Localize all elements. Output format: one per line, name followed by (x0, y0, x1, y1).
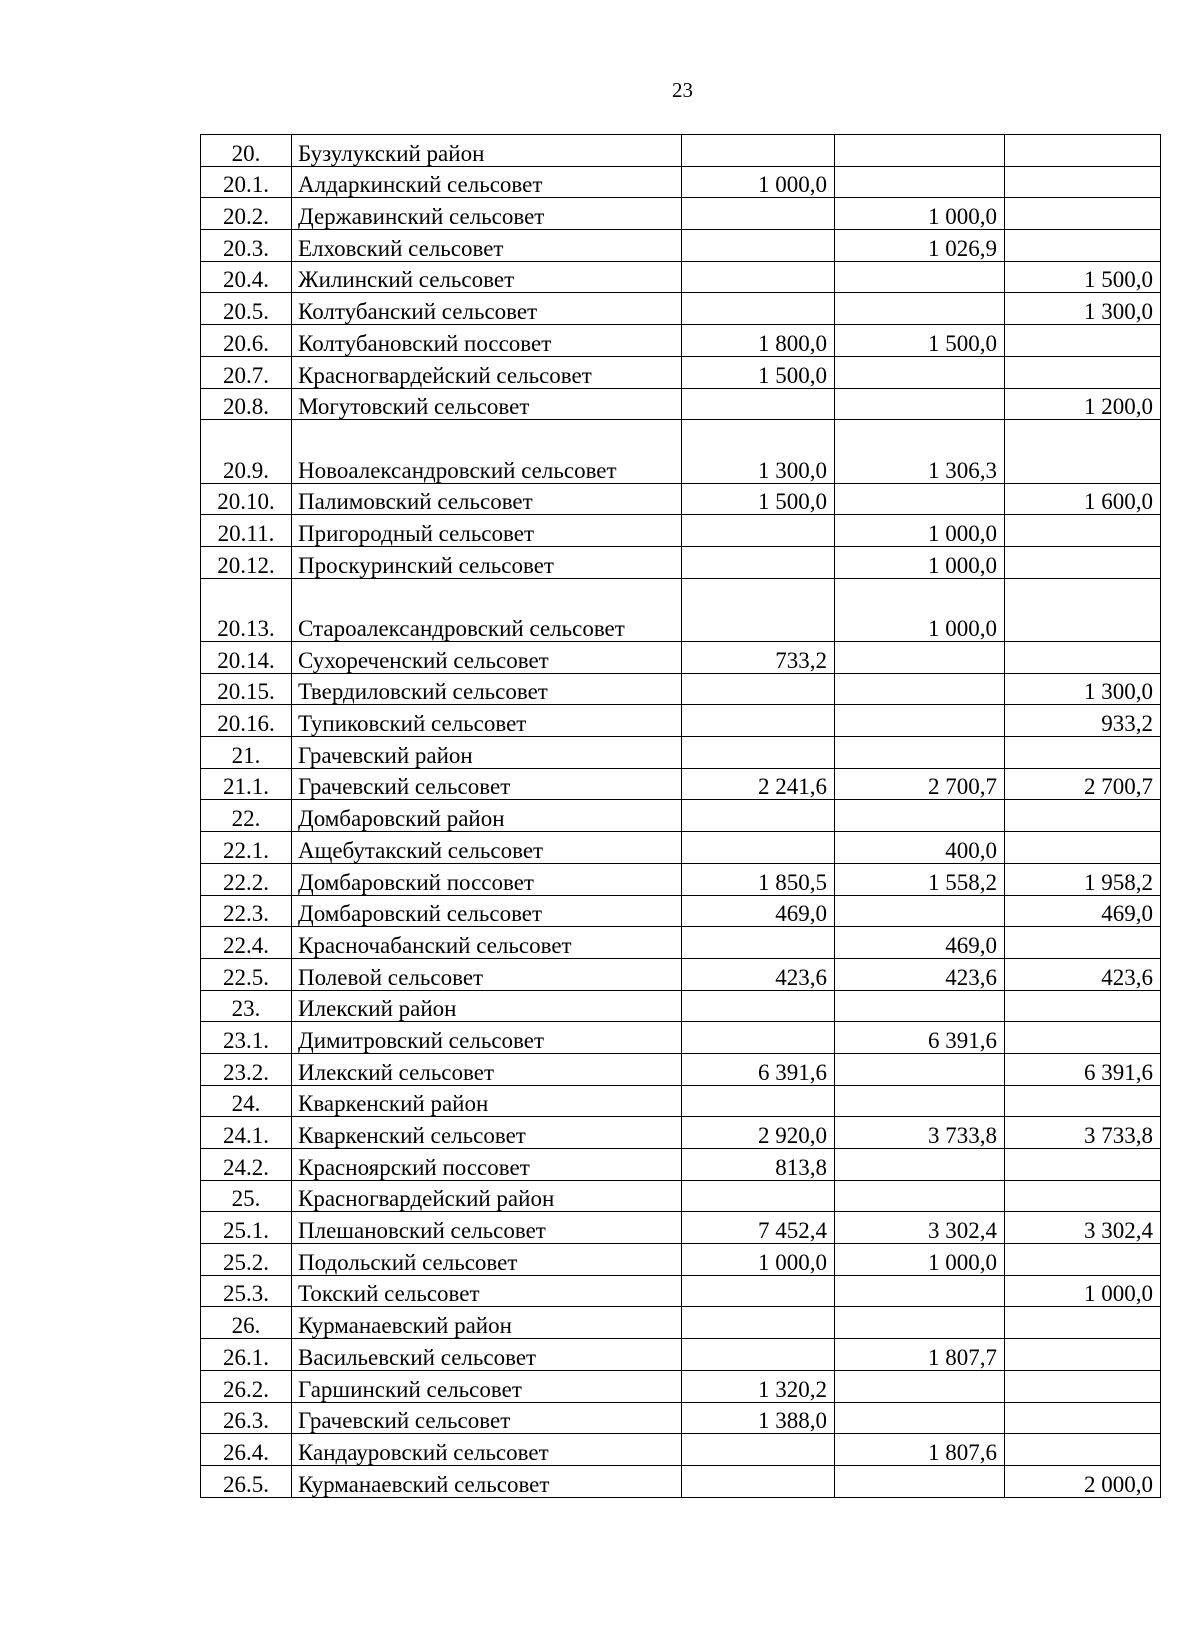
row-number-cell: 26.4. (201, 1434, 292, 1466)
amount-col1-cell (682, 705, 835, 737)
amount-col2-cell: 1 000,0 (835, 546, 1005, 578)
row-number-cell: 20.15. (201, 673, 292, 705)
amount-col3-cell: 1 300,0 (1005, 673, 1161, 705)
amount-col2-cell (835, 1180, 1005, 1212)
row-number-cell: 20.7. (201, 356, 292, 388)
amount-col3-cell (1005, 832, 1161, 864)
row-number-cell: 24.2. (201, 1149, 292, 1181)
municipality-name-cell: Полевой сельсовет (292, 958, 682, 990)
table-row (201, 1212, 1161, 1244)
row-number-cell: 21.1. (201, 768, 292, 800)
amount-col3-cell (1005, 800, 1161, 832)
row-number-cell: 20.10. (201, 483, 292, 515)
amount-col2-cell: 469,0 (835, 927, 1005, 959)
municipality-name-cell: Красногвардейский район (292, 1180, 682, 1212)
municipality-name-cell: Красногвардейский сельсовет (292, 356, 682, 388)
municipality-name-cell: Староалександровский сельсовет (292, 578, 682, 641)
row-number-cell: 26. (201, 1307, 292, 1339)
row-number-cell: 23.1. (201, 1022, 292, 1054)
amount-col3-cell (1005, 356, 1161, 388)
amount-col1-cell (682, 1275, 835, 1307)
amount-col3-cell (1005, 1307, 1161, 1339)
municipality-name-cell: Твердиловский сельсовет (292, 673, 682, 705)
table-row (201, 483, 1161, 515)
municipality-name-cell: Токский сельсовет (292, 1275, 682, 1307)
amount-col3-cell: 2 000,0 (1005, 1465, 1161, 1497)
table-row (201, 578, 1161, 641)
municipality-name-cell: Кваркенский сельсовет (292, 1117, 682, 1149)
municipality-name-cell: Пригородный сельсовет (292, 515, 682, 547)
amount-col3-cell (1005, 546, 1161, 578)
amount-col2-cell: 1 000,0 (835, 198, 1005, 230)
amount-col1-cell: 733,2 (682, 642, 835, 674)
table-row (201, 1339, 1161, 1371)
amount-col1-cell (682, 1339, 835, 1371)
amount-col3-cell (1005, 642, 1161, 674)
municipality-name-cell: Жилинский сельсовет (292, 261, 682, 293)
municipality-name-cell: Грачевский район (292, 737, 682, 769)
municipality-name-cell: Гаршинский сельсовет (292, 1370, 682, 1402)
amount-col2-cell (835, 1370, 1005, 1402)
table-row (201, 356, 1161, 388)
amount-col1-cell: 7 452,4 (682, 1212, 835, 1244)
table-row (201, 1244, 1161, 1276)
amount-col2-cell: 423,6 (835, 958, 1005, 990)
row-number-cell: 26.2. (201, 1370, 292, 1402)
amount-col1-cell (682, 135, 835, 167)
amount-col1-cell: 2 241,6 (682, 768, 835, 800)
amount-col2-cell (835, 1402, 1005, 1434)
amount-col1-cell (682, 737, 835, 769)
municipality-name-cell: Домбаровский сельсовет (292, 895, 682, 927)
amount-col2-cell (835, 293, 1005, 325)
amount-col1-cell: 1 500,0 (682, 356, 835, 388)
amount-col3-cell (1005, 737, 1161, 769)
amount-col3-cell: 3 733,8 (1005, 1117, 1161, 1149)
amount-col3-cell (1005, 1339, 1161, 1371)
table-row (201, 325, 1161, 357)
municipality-name-cell: Грачевский сельсовет (292, 1402, 682, 1434)
amount-col2-cell (835, 1465, 1005, 1497)
amount-col1-cell (682, 198, 835, 230)
table-row (201, 515, 1161, 547)
amount-col3-cell: 1 600,0 (1005, 483, 1161, 515)
table-row (201, 546, 1161, 578)
amount-col1-cell (682, 293, 835, 325)
amount-col3-cell (1005, 1022, 1161, 1054)
table-row (201, 673, 1161, 705)
table-row (201, 1434, 1161, 1466)
municipality-name-cell: Ащебутакский сельсовет (292, 832, 682, 864)
municipality-name-cell: Могутовский сельсовет (292, 388, 682, 420)
amount-col1-cell (682, 388, 835, 420)
page-number: 23 (672, 78, 693, 102)
table-row (201, 958, 1161, 990)
amount-col1-cell (682, 230, 835, 262)
row-number-cell: 23. (201, 990, 292, 1022)
municipality-name-cell: Подольский сельсовет (292, 1244, 682, 1276)
amount-col3-cell (1005, 1402, 1161, 1434)
row-number-cell: 22.1. (201, 832, 292, 864)
amount-col2-cell: 1 558,2 (835, 863, 1005, 895)
table-row (201, 1370, 1161, 1402)
municipality-name-cell: Грачевский сельсовет (292, 768, 682, 800)
row-number-cell: 22.5. (201, 958, 292, 990)
table-row (201, 642, 1161, 674)
amount-col2-cell (835, 1275, 1005, 1307)
row-number-cell: 20. (201, 135, 292, 167)
amount-col2-cell (835, 990, 1005, 1022)
table-row (201, 135, 1161, 167)
amount-col2-cell (835, 1149, 1005, 1181)
table-row (201, 768, 1161, 800)
row-number-cell: 25.1. (201, 1212, 292, 1244)
amount-col1-cell: 1 388,0 (682, 1402, 835, 1434)
row-number-cell: 20.6. (201, 325, 292, 357)
table-row (201, 1022, 1161, 1054)
amount-col2-cell (835, 356, 1005, 388)
row-number-cell: 26.3. (201, 1402, 292, 1434)
row-number-cell: 20.11. (201, 515, 292, 547)
amount-col1-cell: 469,0 (682, 895, 835, 927)
municipality-name-cell: Красночабанский сельсовет (292, 927, 682, 959)
municipality-name-cell: Тупиковский сельсовет (292, 705, 682, 737)
row-number-cell: 24.1. (201, 1117, 292, 1149)
table-row (201, 1180, 1161, 1212)
table-row (201, 1149, 1161, 1181)
amount-col3-cell: 423,6 (1005, 958, 1161, 990)
row-number-cell: 25. (201, 1180, 292, 1212)
table-row (201, 927, 1161, 959)
amount-col1-cell: 1 300,0 (682, 420, 835, 483)
amount-col2-cell (835, 166, 1005, 198)
table-row (201, 261, 1161, 293)
amount-col2-cell: 3 733,8 (835, 1117, 1005, 1149)
amount-col2-cell: 6 391,6 (835, 1022, 1005, 1054)
row-number-cell: 22.4. (201, 927, 292, 959)
amount-col1-cell: 1 320,2 (682, 1370, 835, 1402)
amount-col1-cell (682, 261, 835, 293)
amount-col2-cell (835, 483, 1005, 515)
amount-col3-cell (1005, 927, 1161, 959)
amount-col3-cell: 933,2 (1005, 705, 1161, 737)
municipality-name-cell: Колтубанский сельсовет (292, 293, 682, 325)
amount-col1-cell (682, 578, 835, 641)
amount-col1-cell (682, 990, 835, 1022)
amount-col3-cell (1005, 230, 1161, 262)
municipality-name-cell: Димитровский сельсовет (292, 1022, 682, 1054)
municipality-name-cell: Илекский сельсовет (292, 1053, 682, 1085)
amount-col3-cell (1005, 1180, 1161, 1212)
amount-col2-cell (835, 895, 1005, 927)
amount-col1-cell (682, 1434, 835, 1466)
amount-col1-cell (682, 1307, 835, 1339)
municipality-name-cell: Палимовский сельсовет (292, 483, 682, 515)
amount-col2-cell: 3 302,4 (835, 1212, 1005, 1244)
amount-col2-cell (835, 705, 1005, 737)
amount-col2-cell: 1 000,0 (835, 1244, 1005, 1276)
municipality-name-cell: Плешановский сельсовет (292, 1212, 682, 1244)
table-row (201, 420, 1161, 483)
municipality-name-cell: Илекский район (292, 990, 682, 1022)
municipality-name-cell: Бузулукский район (292, 135, 682, 167)
amount-col2-cell: 1 306,3 (835, 420, 1005, 483)
amount-col2-cell (835, 261, 1005, 293)
amount-col3-cell: 1 200,0 (1005, 388, 1161, 420)
amount-col2-cell: 1 000,0 (835, 578, 1005, 641)
amount-col2-cell (835, 1085, 1005, 1117)
amount-col3-cell: 469,0 (1005, 895, 1161, 927)
municipality-name-cell: Проскуринский сельсовет (292, 546, 682, 578)
amount-col1-cell (682, 673, 835, 705)
amount-col1-cell: 1 000,0 (682, 1244, 835, 1276)
amount-col3-cell (1005, 325, 1161, 357)
municipality-name-cell: Домбаровский поссовет (292, 863, 682, 895)
municipality-name-cell: Красноярский поссовет (292, 1149, 682, 1181)
row-number-cell: 20.14. (201, 642, 292, 674)
amount-col2-cell (835, 135, 1005, 167)
amount-col2-cell (835, 673, 1005, 705)
municipality-name-cell: Елховский сельсовет (292, 230, 682, 262)
amount-col1-cell (682, 1022, 835, 1054)
row-number-cell: 25.2. (201, 1244, 292, 1276)
table-row (201, 1402, 1161, 1434)
municipality-name-cell: Новоалександровский сельсовет (292, 420, 682, 483)
amount-col3-cell: 3 302,4 (1005, 1212, 1161, 1244)
municipality-name-cell: Васильевский сельсовет (292, 1339, 682, 1371)
amount-col3-cell: 1 300,0 (1005, 293, 1161, 325)
table-row (201, 1117, 1161, 1149)
municipality-name-cell: Домбаровский район (292, 800, 682, 832)
row-number-cell: 20.1. (201, 166, 292, 198)
amount-col1-cell: 1 800,0 (682, 325, 835, 357)
amount-col3-cell (1005, 198, 1161, 230)
municipality-name-cell: Колтубановский поссовет (292, 325, 682, 357)
amount-col3-cell (1005, 420, 1161, 483)
row-number-cell: 20.8. (201, 388, 292, 420)
table-row (201, 832, 1161, 864)
row-number-cell: 20.16. (201, 705, 292, 737)
municipality-name-cell: Державинский сельсовет (292, 198, 682, 230)
table-row (201, 388, 1161, 420)
table-row (201, 705, 1161, 737)
table-body (201, 135, 1161, 1498)
amount-col2-cell: 1 000,0 (835, 515, 1005, 547)
table-row (201, 990, 1161, 1022)
amount-col2-cell (835, 1053, 1005, 1085)
table-row (201, 737, 1161, 769)
amount-col1-cell: 1 500,0 (682, 483, 835, 515)
row-number-cell: 20.12. (201, 546, 292, 578)
row-number-cell: 20.13. (201, 578, 292, 641)
amount-col3-cell: 1 000,0 (1005, 1275, 1161, 1307)
amount-col1-cell: 2 920,0 (682, 1117, 835, 1149)
amount-col1-cell (682, 1465, 835, 1497)
municipality-name-cell: Алдаркинский сельсовет (292, 166, 682, 198)
row-number-cell: 20.2. (201, 198, 292, 230)
row-number-cell: 21. (201, 737, 292, 769)
amount-col3-cell (1005, 1434, 1161, 1466)
amount-col1-cell (682, 1085, 835, 1117)
amount-col2-cell: 1 807,7 (835, 1339, 1005, 1371)
row-number-cell: 26.5. (201, 1465, 292, 1497)
amount-col2-cell (835, 642, 1005, 674)
amount-col3-cell: 1 958,2 (1005, 863, 1161, 895)
table-row (201, 293, 1161, 325)
amount-col3-cell (1005, 135, 1161, 167)
amount-col3-cell: 2 700,7 (1005, 768, 1161, 800)
amount-col1-cell (682, 927, 835, 959)
amount-col3-cell (1005, 578, 1161, 641)
municipality-name-cell: Курманаевский район (292, 1307, 682, 1339)
amount-col2-cell: 1 500,0 (835, 325, 1005, 357)
table-row (201, 1275, 1161, 1307)
amount-col3-cell (1005, 1149, 1161, 1181)
amount-col1-cell: 813,8 (682, 1149, 835, 1181)
amount-col3-cell (1005, 166, 1161, 198)
amount-col3-cell (1005, 1370, 1161, 1402)
budget-table (200, 134, 1161, 1498)
table-row (201, 198, 1161, 230)
amount-col2-cell: 1 026,9 (835, 230, 1005, 262)
row-number-cell: 20.5. (201, 293, 292, 325)
amount-col2-cell (835, 737, 1005, 769)
amount-col3-cell: 1 500,0 (1005, 261, 1161, 293)
amount-col3-cell (1005, 990, 1161, 1022)
table-row (201, 895, 1161, 927)
table-row (201, 1085, 1161, 1117)
row-number-cell: 22.3. (201, 895, 292, 927)
amount-col1-cell (682, 515, 835, 547)
amount-col2-cell: 1 807,6 (835, 1434, 1005, 1466)
amount-col3-cell: 6 391,6 (1005, 1053, 1161, 1085)
row-number-cell: 22.2. (201, 863, 292, 895)
row-number-cell: 22. (201, 800, 292, 832)
municipality-name-cell: Курманаевский сельсовет (292, 1465, 682, 1497)
row-number-cell: 25.3. (201, 1275, 292, 1307)
amount-col1-cell (682, 1180, 835, 1212)
amount-col3-cell (1005, 1244, 1161, 1276)
row-number-cell: 23.2. (201, 1053, 292, 1085)
row-number-cell: 20.3. (201, 230, 292, 262)
table-row (201, 1053, 1161, 1085)
amount-col2-cell (835, 388, 1005, 420)
row-number-cell: 20.9. (201, 420, 292, 483)
table-row (201, 863, 1161, 895)
amount-col1-cell (682, 832, 835, 864)
table-row (201, 166, 1161, 198)
amount-col2-cell (835, 1307, 1005, 1339)
municipality-name-cell: Кандауровский сельсовет (292, 1434, 682, 1466)
amount-col1-cell: 423,6 (682, 958, 835, 990)
amount-col1-cell (682, 800, 835, 832)
row-number-cell: 24. (201, 1085, 292, 1117)
amount-col1-cell (682, 546, 835, 578)
row-number-cell: 26.1. (201, 1339, 292, 1371)
table-row (201, 1307, 1161, 1339)
municipality-name-cell: Сухореченский сельсовет (292, 642, 682, 674)
amount-col2-cell (835, 800, 1005, 832)
municipality-name-cell: Кваркенский район (292, 1085, 682, 1117)
amount-col2-cell: 400,0 (835, 832, 1005, 864)
amount-col2-cell: 2 700,7 (835, 768, 1005, 800)
table-row (201, 1465, 1161, 1497)
amount-col1-cell: 1 850,5 (682, 863, 835, 895)
amount-col1-cell: 6 391,6 (682, 1053, 835, 1085)
amount-col1-cell: 1 000,0 (682, 166, 835, 198)
amount-col3-cell (1005, 515, 1161, 547)
row-number-cell: 20.4. (201, 261, 292, 293)
table-row (201, 230, 1161, 262)
table-row (201, 800, 1161, 832)
amount-col3-cell (1005, 1085, 1161, 1117)
